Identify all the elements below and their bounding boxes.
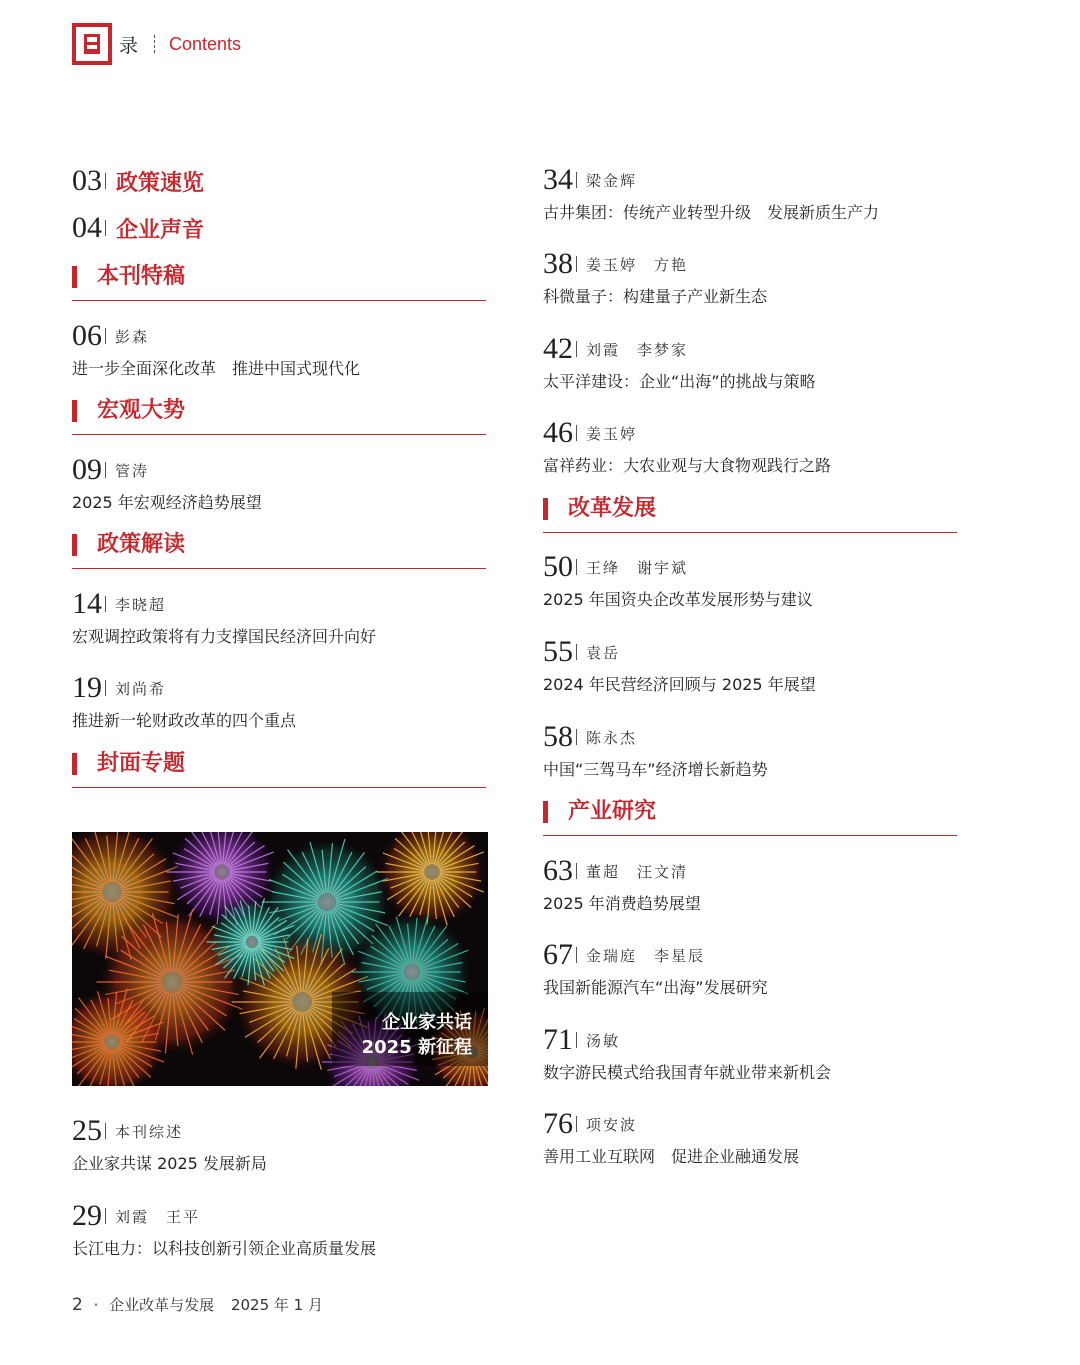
section-header <box>72 748 486 788</box>
section-marker <box>543 498 548 520</box>
divider <box>105 328 106 344</box>
cover-caption-line2: 2025 新征程 <box>361 1037 472 1058</box>
header-lu: 录 <box>119 34 139 57</box>
toc-entry-76[interactable] <box>543 1107 799 1168</box>
entry-author: 袁岳 <box>586 643 621 662</box>
entry-title: 推进新一轮财政改革的四个重点 <box>72 711 297 730</box>
contents-header <box>72 23 241 65</box>
section-title: 本刊特稿 <box>97 264 186 289</box>
toc-entry-50[interactable] <box>543 550 813 611</box>
section-marker <box>72 400 77 422</box>
divider <box>576 172 577 188</box>
page-number: 76 <box>543 1107 573 1140</box>
entry-title: 政策速览 <box>116 170 205 196</box>
toc-entry-46[interactable] <box>543 416 831 477</box>
section-title: 宏观大势 <box>97 398 186 423</box>
toc-entry-29[interactable] <box>72 1199 376 1260</box>
toc-entry-06[interactable] <box>72 319 360 380</box>
mu-logo-icon <box>72 23 112 65</box>
entry-title: 企业声音 <box>116 217 205 243</box>
divider <box>576 947 577 963</box>
entry-title: 太平洋建设：企业“出海”的挑战与策略 <box>543 372 816 391</box>
entry-author: 陈永杰 <box>586 728 638 747</box>
page-number: 71 <box>543 1023 573 1056</box>
section-marker <box>543 801 548 823</box>
entry-author: 汤敏 <box>586 1031 621 1050</box>
entry-author: 李晓超 <box>115 595 167 614</box>
page-number: 46 <box>543 416 573 449</box>
entry-author: 本刊综述 <box>115 1122 184 1141</box>
entry-title: 2025 年消费趋势展望 <box>543 894 701 913</box>
section-title: 产业研究 <box>568 799 657 824</box>
page-number: 42 <box>543 332 573 365</box>
entry-title: 科微量子：构建量子产业新生态 <box>543 287 768 306</box>
entry-author: 姜玉婷 方艳 <box>586 255 689 274</box>
page-number: 55 <box>543 635 573 668</box>
divider <box>576 729 577 745</box>
section-title: 政策解读 <box>97 532 186 557</box>
entry-title: 宏观调控政策将有力支撑国民经济回升向好 <box>72 627 377 646</box>
toc-entry-03[interactable] <box>72 164 204 198</box>
divider <box>576 1116 577 1132</box>
entry-author: 刘霞 王平 <box>115 1207 201 1226</box>
toc-entry-14[interactable] <box>72 587 376 648</box>
page-number: 63 <box>543 854 573 887</box>
entry-author: 刘尚希 <box>115 679 167 698</box>
entry-title: 我国新能源汽车“出海”发展研究 <box>543 978 768 997</box>
page-number: 04 <box>72 211 102 244</box>
entry-author: 董超 汪文清 <box>586 862 689 881</box>
footer-magazine: 企业改革与发展 <box>109 1296 215 1314</box>
toc-entry-63[interactable] <box>543 854 701 915</box>
page-number: 58 <box>543 720 573 753</box>
divider <box>105 173 106 189</box>
entry-author: 项安波 <box>586 1115 638 1134</box>
entry-author: 彭森 <box>115 327 150 346</box>
header-divider <box>154 35 155 53</box>
toc-entry-34[interactable] <box>543 163 879 224</box>
divider <box>576 341 577 357</box>
page-number: 25 <box>72 1114 102 1147</box>
page-number: 29 <box>72 1199 102 1232</box>
entry-title: 数字游民模式给我国青年就业带来新机会 <box>543 1063 832 1082</box>
divider <box>576 1032 577 1048</box>
cover-caption-line1: 企业家共话 <box>382 1012 472 1033</box>
page-number: 34 <box>543 163 573 196</box>
toc-entry-71[interactable] <box>543 1023 831 1084</box>
page-number: 14 <box>72 587 102 620</box>
divider <box>105 1208 106 1224</box>
toc-entry-25[interactable] <box>72 1114 267 1175</box>
section-marker <box>72 753 77 775</box>
divider <box>105 680 106 696</box>
divider <box>576 425 577 441</box>
page-footer <box>72 1294 323 1315</box>
divider <box>576 644 577 660</box>
section-marker <box>72 266 77 288</box>
section-marker <box>72 534 77 556</box>
toc-entry-04[interactable] <box>72 211 204 245</box>
entry-title: 善用工业互联网 促进企业融通发展 <box>543 1147 800 1166</box>
page-number: 03 <box>72 164 102 197</box>
toc-entry-19[interactable] <box>72 671 296 732</box>
toc-entry-55[interactable] <box>543 635 816 696</box>
entry-title: 2025 年国资央企改革发展形势与建议 <box>543 590 813 609</box>
page-number: 06 <box>72 319 102 352</box>
section-header <box>543 493 957 533</box>
entry-title: 中国“三驾马车”经济增长新趋势 <box>543 760 768 779</box>
entry-title: 古井集团：传统产业转型升级 发展新质生产力 <box>543 203 880 222</box>
toc-entry-42[interactable] <box>543 332 816 393</box>
entry-author: 刘霞 李梦家 <box>586 340 689 359</box>
section-header <box>72 529 486 569</box>
divider <box>105 220 106 236</box>
header-contents: Contents <box>169 33 242 54</box>
entry-title: 进一步全面深化改革 推进中国式现代化 <box>72 359 361 378</box>
entry-author: 金瑞庭 李星辰 <box>586 946 706 965</box>
entry-title: 2024 年民营经济回顾与 2025 年展望 <box>543 675 816 694</box>
section-header <box>72 395 486 435</box>
divider <box>105 462 106 478</box>
page-number: 67 <box>543 938 573 971</box>
section-header <box>72 261 486 301</box>
divider <box>576 863 577 879</box>
entry-author: 王绛 谢宇斌 <box>586 558 689 577</box>
section-title: 改革发展 <box>568 496 657 521</box>
divider <box>105 1123 106 1139</box>
divider <box>576 559 577 575</box>
footer-page-number: 2 <box>72 1295 83 1315</box>
footer-issue: 2025 年 1 月 <box>230 1296 323 1314</box>
entry-title: 富祥药业：大农业观与大食物观践行之路 <box>543 456 832 475</box>
cover-image <box>72 832 488 1086</box>
page-number: 50 <box>543 550 573 583</box>
entry-author: 姜玉婷 <box>586 424 638 443</box>
page-number: 19 <box>72 671 102 704</box>
section-title: 封面专题 <box>97 751 186 776</box>
page-number: 38 <box>543 247 573 280</box>
page-number: 09 <box>72 453 102 486</box>
toc-entry-38[interactable] <box>543 247 767 308</box>
divider <box>105 596 106 612</box>
section-header <box>543 796 957 836</box>
toc-entry-09[interactable] <box>72 453 262 514</box>
entry-author: 管涛 <box>115 461 150 480</box>
entry-author: 梁金辉 <box>586 171 638 190</box>
entry-title: 长江电力：以科技创新引领企业高质量发展 <box>72 1239 377 1258</box>
divider <box>576 256 577 272</box>
toc-entry-67[interactable] <box>543 938 768 999</box>
toc-entry-58[interactable] <box>543 720 768 781</box>
footer-dot: · <box>93 1296 99 1314</box>
entry-title: 2025 年宏观经济趋势展望 <box>72 493 262 512</box>
entry-title: 企业家共谋 2025 发展新局 <box>72 1154 267 1173</box>
